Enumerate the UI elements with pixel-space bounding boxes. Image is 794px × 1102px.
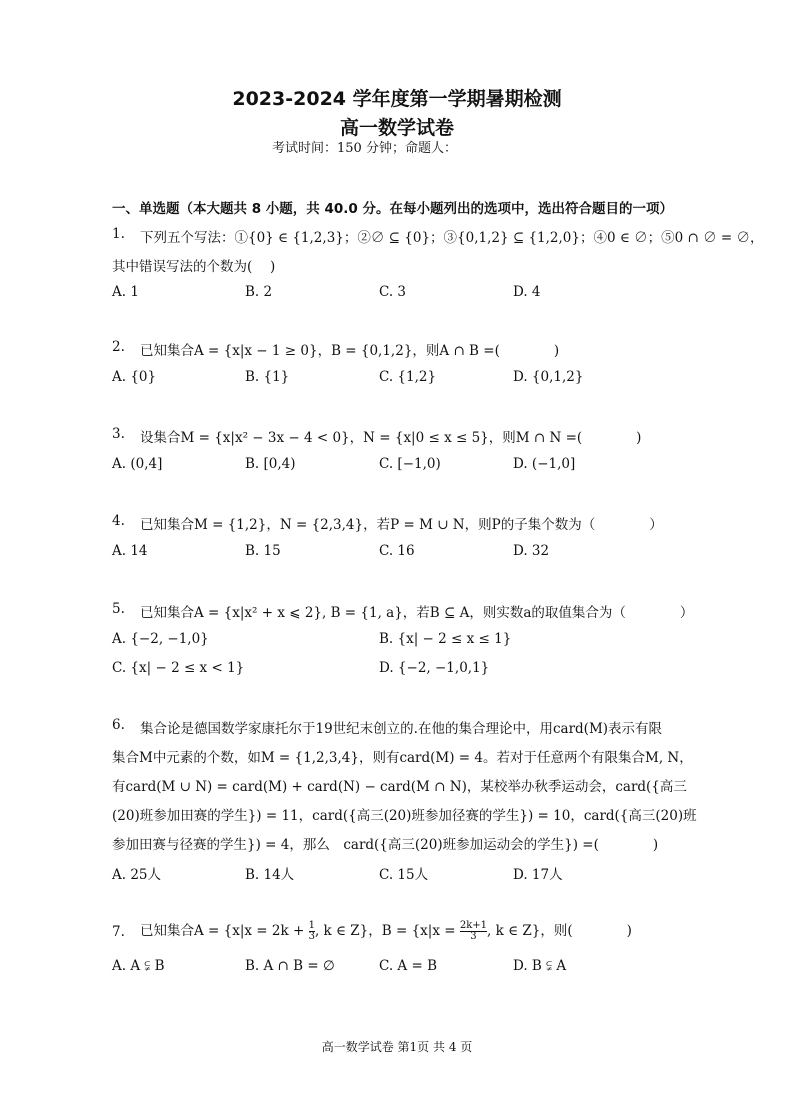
- question-text: 有card(M ∪ N) = card(M) + card(N) − card(M ∩ N)，某校举办秋季运动会，card({高三: [112, 779, 687, 795]
- option-b: B. 14人: [245, 867, 295, 883]
- option-c: C. {x| − 2 ≤ x < 1}: [112, 660, 245, 676]
- question-text: 集合论是德国数学家康托尔于19世纪末创立的.在他的集合理论中，用card(M)表示有限: [140, 721, 663, 737]
- section-heading: 一、单选题（本大题共 8 小题，共 40.0 分。在每小题列出的选项中，选出符合题目的一项）: [112, 201, 674, 217]
- question-text: [140, 919, 632, 943]
- fraction-denominator: 3: [460, 931, 487, 942]
- question-number: 1.: [112, 226, 125, 242]
- question-number: 5.: [112, 601, 125, 617]
- option-a: A. 14: [112, 543, 148, 559]
- option-d: D. {−2, −1,0,1}: [379, 660, 490, 676]
- fraction: [460, 921, 487, 942]
- option-d: D. {0,1,2}: [513, 369, 584, 385]
- option-d: D. 17人: [513, 867, 563, 883]
- question-text-part: 已知集合A = {x|x = 2k +: [140, 923, 309, 939]
- option-c: C. [−1,0): [379, 456, 441, 472]
- option-a: A. (0,4]: [112, 456, 163, 472]
- question-text: 参加田赛与径赛的学生}) = 4，那么 card({高三(20)班参加运动会的学生}) =( ): [112, 837, 659, 853]
- option-a: A. A ⫋ B: [112, 958, 165, 974]
- question-number: 6.: [112, 717, 125, 733]
- question-number: 3.: [112, 426, 125, 442]
- option-c: C. {1,2}: [379, 369, 437, 385]
- question-text: (20)班参加田赛的学生}) = 11，card({高三(20)班参加径赛的学生}) = 10，card({高三(20)班: [112, 808, 697, 824]
- option-c: C. A = B: [379, 958, 437, 974]
- question-text-part: , k ∈ Z}，B = {x|x =: [314, 923, 460, 939]
- question-number: 2.: [112, 339, 125, 355]
- option-c: C. 16: [379, 543, 415, 559]
- option-a: A. 25人: [112, 867, 162, 883]
- question-text-part: , k ∈ Z}，则( ): [487, 923, 632, 939]
- exam-subtitle: 高一数学试卷: [339, 117, 454, 139]
- option-c: C. 3: [379, 284, 407, 300]
- option-d: D. 32: [513, 543, 550, 559]
- fraction-numerator: 2k+1: [459, 920, 488, 931]
- option-b: B. 2: [245, 284, 273, 300]
- option-a: A. {−2, −1,0}: [112, 631, 209, 647]
- question-text: 已知集合A = {x|x² + x ⩽ 2}, B = {1, a}，若B ⊆ A，则实数a的取值集合为（ ）: [140, 605, 694, 621]
- question-number: 7.: [112, 924, 125, 940]
- question-text: 已知集合A = {x|x − 1 ≥ 0}，B = {0,1,2}，则A ∩ B =( ): [140, 343, 560, 359]
- option-a: A. {0}: [112, 369, 157, 385]
- question-text: 集合M中元素的个数，如M = {1,2,3,4}，则有card(M) = 4。若对于任意两个有限集合M, N，: [112, 750, 693, 766]
- question-text: 设集合M = {x|x² − 3x − 4 < 0}，N = {x|0 ≤ x ≤ 5}，则M ∩ N =( ): [140, 430, 642, 446]
- option-b: B. A ∩ B = ∅: [245, 958, 335, 974]
- question-text: 下列五个写法：①{0} ∈ {1,2,3}；②∅ ⊆ {0}；③{0,1,2} ⊆ {1,2,0}；④0 ∈ ∅；⑤0 ∩ ∅ = ∅，: [140, 230, 764, 246]
- option-b: B. {1}: [245, 369, 290, 385]
- question-number: 4.: [112, 513, 125, 529]
- option-d: D. 4: [513, 284, 541, 300]
- exam-title: 2023-2024 学年度第一学期暑期检测: [232, 88, 562, 110]
- fraction-numerator: 1: [308, 920, 315, 931]
- option-d: D. (−1,0]: [513, 456, 576, 472]
- option-d: D. B ⫋ A: [513, 958, 567, 974]
- option-b: B. 15: [245, 543, 281, 559]
- exam-meta: 考试时间：150 分钟；命题人：: [272, 141, 457, 156]
- question-text: 已知集合M = {1,2}，N = {2,3,4}，若P = M ∪ N，则P的子集个数为（ ）: [140, 517, 663, 533]
- fraction-denominator: 3: [308, 931, 315, 942]
- option-c: C. 15人: [379, 867, 429, 883]
- option-a: A. 1: [112, 284, 139, 300]
- option-b: B. {x| − 2 ≤ x ≤ 1}: [379, 631, 512, 647]
- option-b: B. [0,4): [245, 456, 296, 472]
- page-footer: 高一数学试卷 第1页 共 4 页: [321, 1040, 473, 1054]
- question-text: 其中错误写法的个数为( ): [112, 259, 276, 275]
